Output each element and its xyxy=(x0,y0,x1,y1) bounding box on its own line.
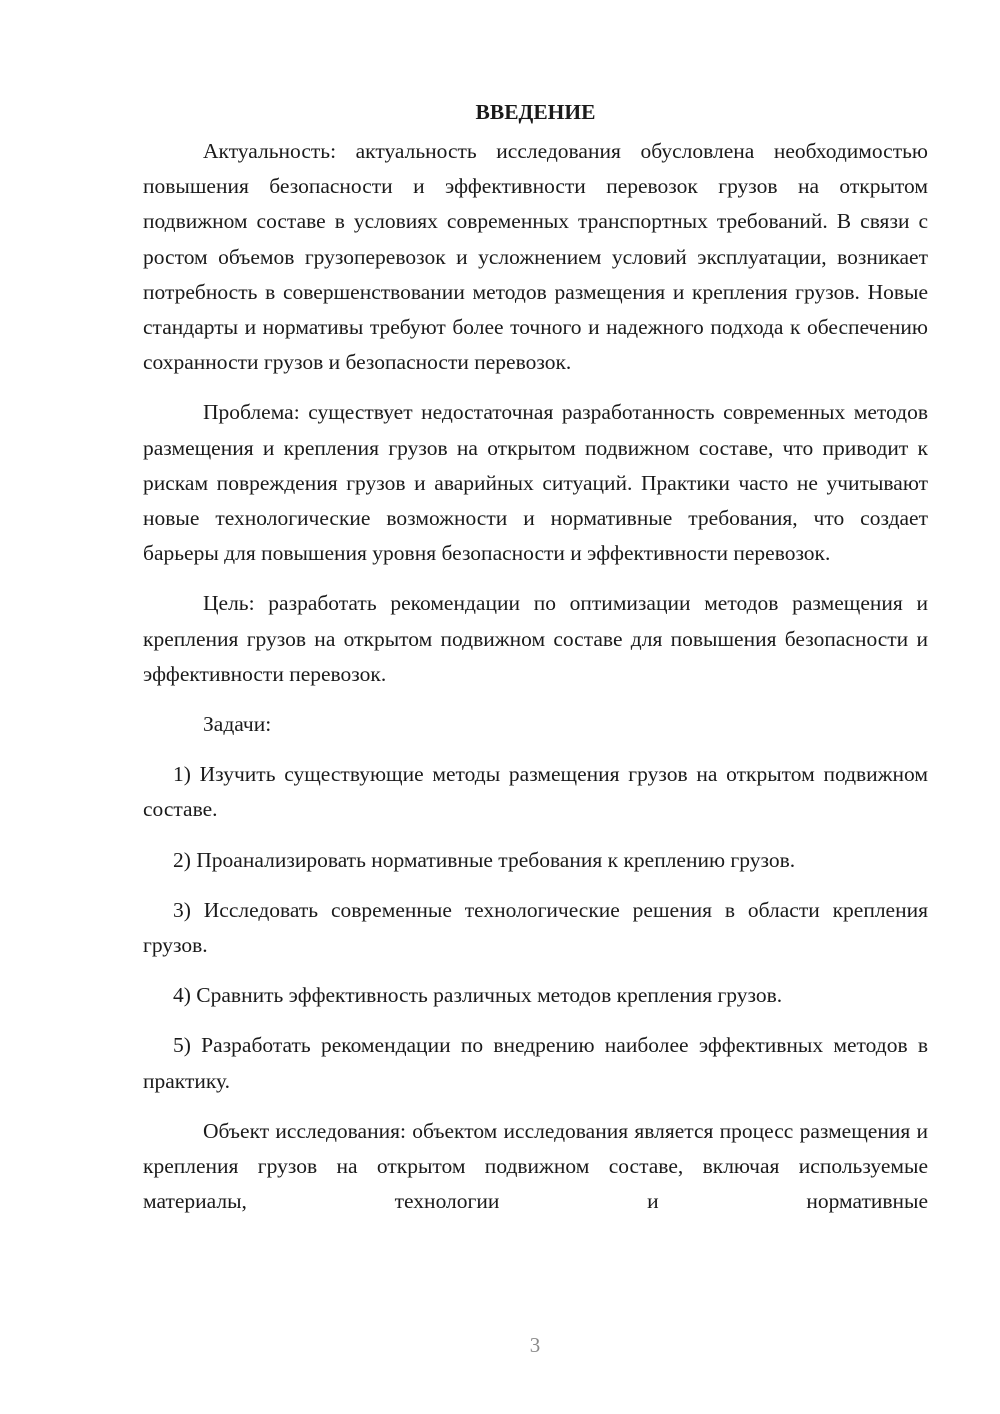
task-item-3: 3) Исследовать современные технологические решения в области крепления грузов. xyxy=(143,897,928,958)
document-page xyxy=(143,95,928,1219)
paragraph-relevance: Актуальность: актуальность исследования обусловлена необходимостью повышения безопасности и эффективности перевозок грузов на открытом подвижном составе в условиях современных транспортных требований. В связи с ростом объемов грузоперевозок и усложнением условий эксплуатации, возникает потребность в совершенствовании методов размещения и крепления грузов. Новые стандарты и нормативы требуют более точного и надежного подхода к обеспечению сохранности грузов и безопасности перевозок. xyxy=(143,139,928,375)
tasks-label: Задачи: xyxy=(203,712,272,737)
task-item-4: 4) Сравнить эффективность различных методов крепления грузов. xyxy=(173,983,783,1008)
paragraph-object: Объект исследования: объектом исследования является процесс размещения и крепления грузов на открытом подвижном составе, включая используемые материалы, технологии и нормативные xyxy=(143,1118,928,1214)
task-item-5: 5) Разработать рекомендации по внедрению наиболее эффективных методов в практику. xyxy=(143,1033,928,1093)
page-number: 3 xyxy=(529,1333,541,1357)
section-heading: ВВЕДЕНИЕ xyxy=(475,100,596,124)
task-item-1: 1) Изучить существующие методы размещения грузов на открытом подвижном составе. xyxy=(143,762,928,822)
paragraph-problem: Проблема: существует недостаточная разработанность современных методов размещения и крепления грузов на открытом подвижном составе, что приводит к рискам повреждения грузов и аварийных ситуаций. Практики часто не учитывают новые технологические возможности и нормативные требования, что создает барьеры для повышения уровня безопасности и эффективности перевозок. xyxy=(143,400,928,566)
paragraph-goal: Цель: разработать рекомендации по оптимизации методов размещения и крепления грузов на открытом подвижном составе для повышения безопасности и эффективности перевозок. xyxy=(143,591,928,686)
task-item-2: 2) Проанализировать нормативные требования к креплению грузов. xyxy=(173,847,796,872)
